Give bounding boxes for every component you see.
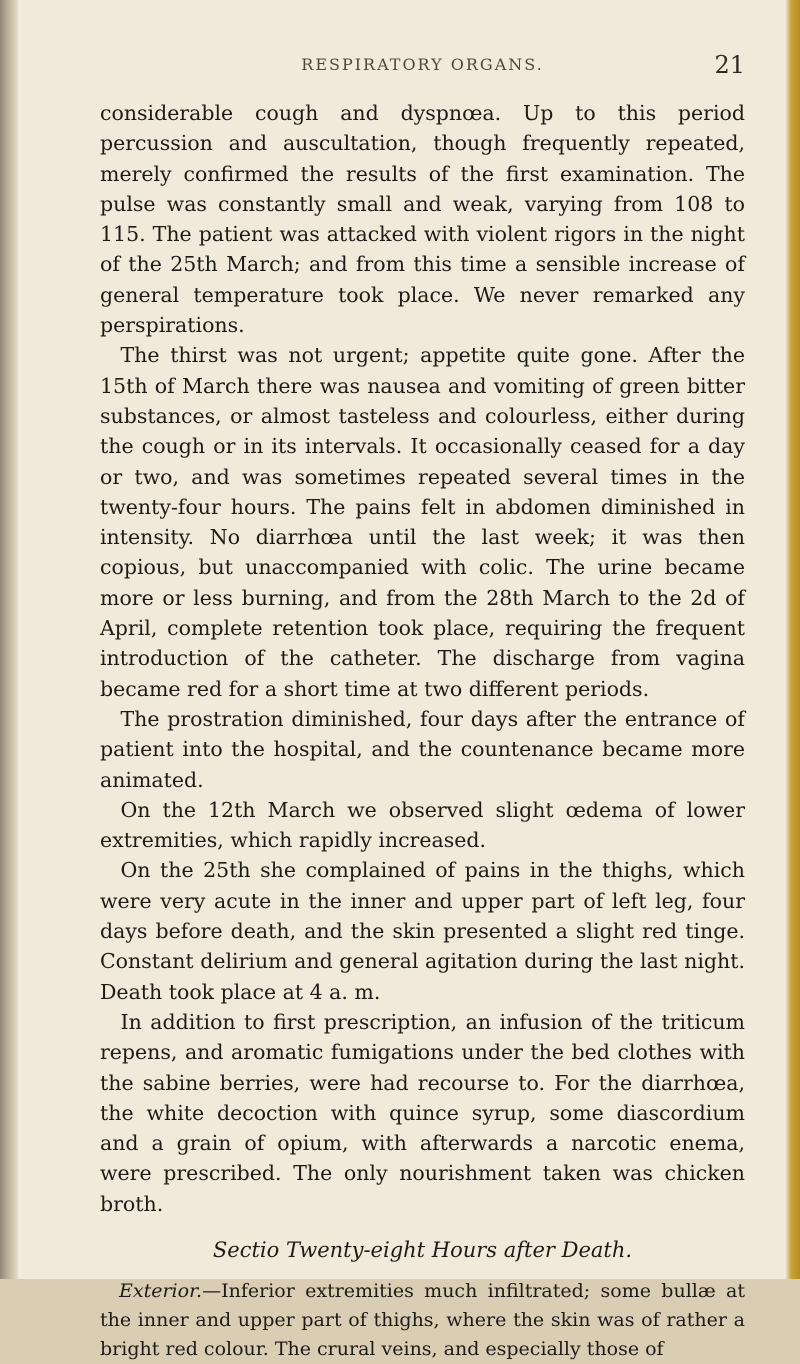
exterior-paragraph: [100, 1277, 745, 1364]
body-text: [100, 98, 745, 1364]
paragraph: On the 25th she complained of pains in the thighs, which were very acute in the inner and upper part of left leg, four days before death, and the skin presented a slight red tinge. Constant delirium and general agitation during the last night. Death took place at 4 a. m.: [100, 858, 745, 1004]
paragraph: The thirst was not urgent; appetite quite gone. After the 15th of March there was nausea and vomiting of green bitter substances, or almost tasteless and colourless, either during the cough or in its intervals. It occasionally ceased for a day or two, and was sometimes repeated several times in the twenty-four hours. The pains felt in abdomen diminished in intensity. No diarrhœa until the last week; it was then copious, but unaccompanied with colic. The urine became more or less burning, and from the 28th March to the 2d of April, complete retention took place, requiring the frequent introduction of the catheter. The discharge from vagina became red for a short time at two different periods.: [100, 343, 745, 701]
page-edge: [786, 0, 800, 1279]
page-header: [100, 51, 745, 85]
exterior-text: —Inferior extremities much infiltrated; some bullæ at the inner and upper part of thighs, where the skin was of rather a bright red colour. The crural veins, and especially those of: [100, 1280, 745, 1361]
paragraph: On the 12th March we observed slight œdema of lower extremities, which rapidly increased.: [100, 797, 745, 853]
running-head: RESPIRATORY ORGANS.: [301, 55, 544, 74]
binding-gutter: [0, 0, 18, 1279]
paragraph: considerable cough and dyspnœa. Up to this period percussion and auscultation, though frequently repeated, merely confirmed the results of the first examination. The pulse was constantly small and weak, varying from 108 to 115. The patient was attacked with violent rigors in the night of the 25th March; and from this time a sensible increase of general temperature took place. We never remarked any perspirations.: [100, 101, 745, 338]
exterior-lead-in: Exterior.: [119, 1280, 203, 1303]
paragraph: In addition to first prescription, an infusion of the triticum repens, and aromatic fumigations under the bed clothes with the sabine berries, were had recourse to. For the diarrhœa, the white decoction with quince syrup, some diascordium and a grain of opium, with afterwards a narcotic enema, were prescribed. The only nourishment taken was chicken broth.: [100, 1009, 745, 1216]
page-number: 21: [714, 51, 745, 79]
section-heading: Sectio Twenty-eight Hours after Death.: [212, 1237, 633, 1262]
paragraph: The prostration diminished, four days after the entrance of patient into the hospital, and the countenance became more animated.: [100, 706, 745, 792]
